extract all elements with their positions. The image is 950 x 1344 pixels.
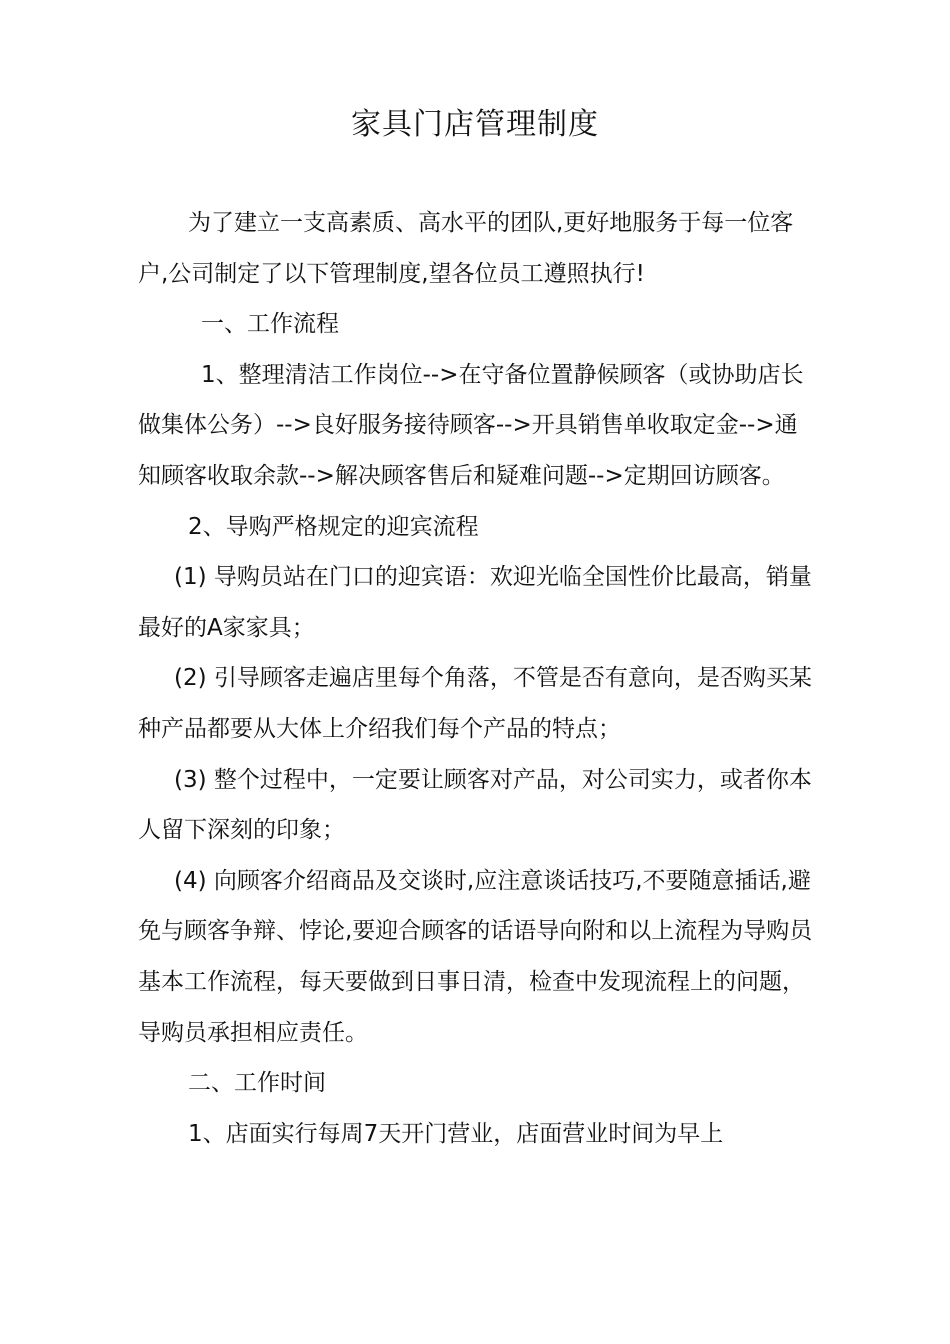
section-heading-hours: 二、工作时间 bbox=[188, 1070, 326, 1097]
document-body bbox=[138, 198, 818, 1159]
workflow-item-1: 1、整理清洁工作岗位-->在守备位置静候顾客（或协助店长做集体公务）-->良好服务接待顾客-->开具销售单收取定金-->通知顾客收取余款-->解决顾客售后和疑难问题-->定期回访顾客。 bbox=[138, 361, 804, 489]
greeting-step-3: (3) 整个过程中，一定要让顾客对产品，对公司实力，或者你本人留下深刻的印象； bbox=[138, 766, 812, 844]
document-title: 家具门店管理制度 bbox=[351, 107, 599, 142]
intro-paragraph: 为了建立一支高素质、高水平的团队,更好地服务于每一位客户,公司制定了以下管理制度,望各位员工遵照执行! bbox=[138, 210, 794, 287]
hours-item-1: 1、店面实行每周7天开门营业，店面营业时间为早上 bbox=[188, 1120, 724, 1147]
workflow-item-2: 2、导购严格规定的迎宾流程 bbox=[188, 513, 479, 540]
greeting-step-2: (2) 引导顾客走遍店里每个角落，不管是否有意向，是否购买某种产品都要从大体上介绍我们每个产品的特点； bbox=[138, 665, 812, 742]
section-heading-workflow: 一、工作流程 bbox=[201, 311, 339, 338]
greeting-step-4: (4) 向顾客介绍商品及交谈时,应注意谈话技巧,不要随意插话,避免与顾客争辩、悖论,要迎合顾客的话语导向附和以上流程为导购员基本工作流程，每天要做到日事日清，检查中发现流程上的问题，导购员承担相应责任。 bbox=[138, 867, 813, 1046]
greeting-step-1: (1) 导购员站在门口的迎宾语：欢迎光临全国性价比最高，销量最好的A家家具； bbox=[138, 564, 812, 641]
